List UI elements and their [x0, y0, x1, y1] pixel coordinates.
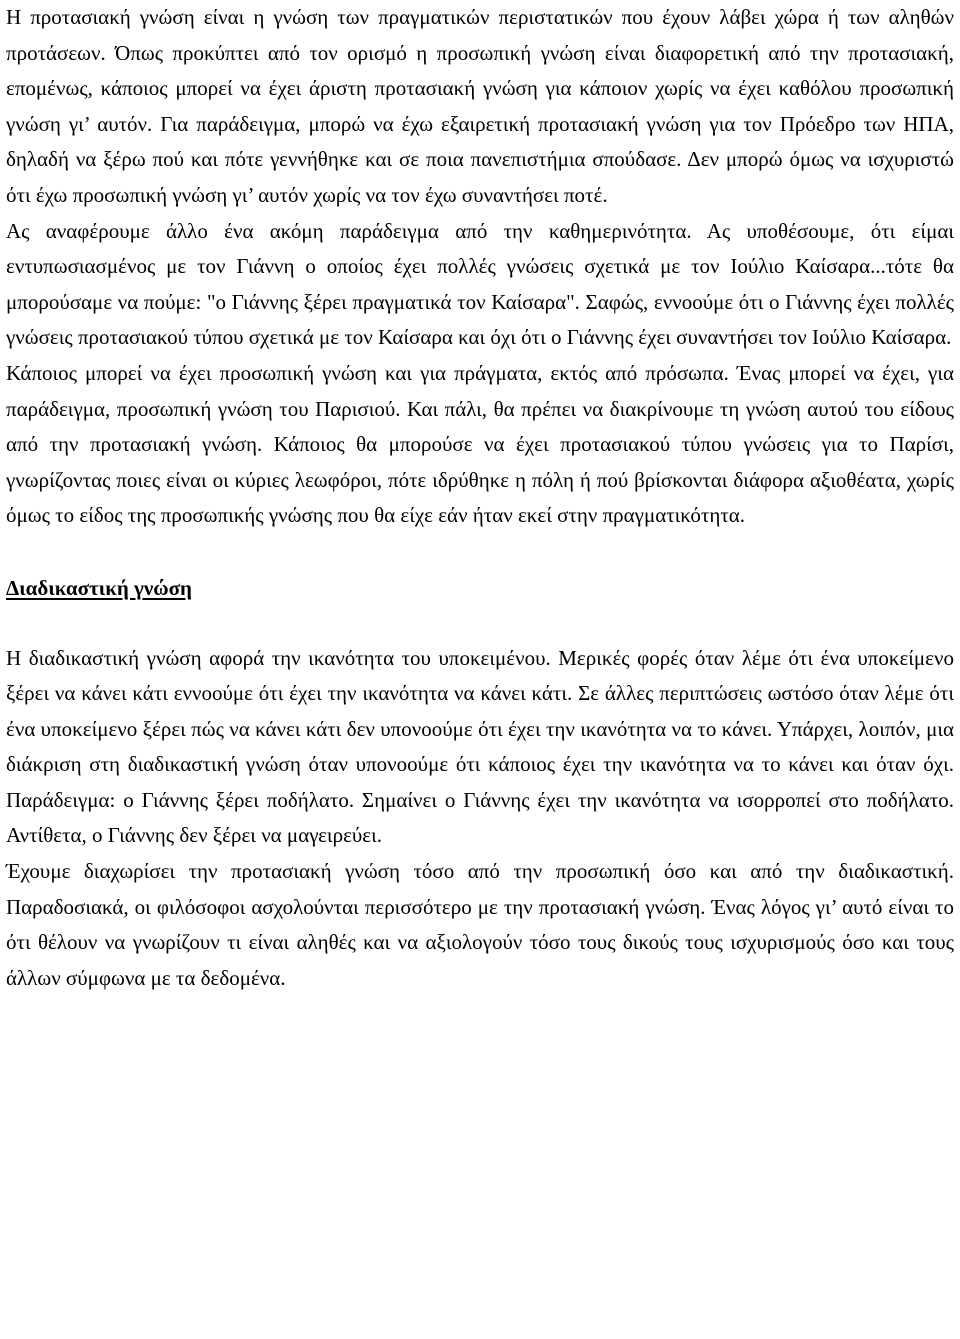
paragraph-caesar-example: Ας αναφέρουμε άλλο ένα ακόμη παράδειγμα από την καθημερινότητα. Ας υποθέσουμε, ότι είμαι εντυπωσιασμένος με τον Γιάννη ο οποίος έχει πολλές γνώσεις σχετικά με τον Ιούλιο Καίσαρα...τότε θα μπορούσαμε να πούμε: "ο Γιάννης ξέρει πραγματικά τον Καίσαρα". Σαφώς, εννοούμε ότι ο Γιάννης έχει πολλές γνώσεις προτασιακού τύπου σχετικά με τον Καίσαρα και όχι ότι ο Γιάννης έχει συναντήσει τον Ιούλιο Καίσαρα. — [6, 218, 954, 350]
paragraph-procedural-definition: Η διαδικαστική γνώση αφορά την ικανότητα του υποκειμένου. Μερικές φορές όταν λέμε ότι ένα υποκείμενο ξέρει να κάνει κάτι εννοούμε ότι έχει την ικανότητα να κάνει κάτι. Σε άλλες περιπτώσεις ωστόσο όταν λέμε ότι ένα υποκείμενο ξέρει πώς να κάνει κάτι δεν υπονοούμε ότι έχει την ικανότητα να το κάνει. Υπάρχει, λοιπόν, μια διάκριση στη διαδικαστική γνώση όταν υπονοούμε ότι κάποιος έχει την ικανότητα να το κάνει και όταν όχι. Παράδειγμα: ο Γιάννης ξέρει ποδήλατο. Σημαίνει ο Γιάννης έχει την ικανότητα να ισορροπεί στο ποδήλατο. Αντίθετα, ο Γιάννης δεν ξέρει να μαγειρεύει. — [6, 645, 954, 848]
section-spacer — [6, 534, 954, 571]
document-page — [6, 0, 954, 996]
paragraph-paris-example: Κάποιος μπορεί να έχει προσωπική γνώση και για πράγματα, εκτός από πρόσωπα. Ένας μπορεί να έχει, για παράδειγμα, προσωπική γνώση του Παρισιού. Και πάλι, θα πρέπει να διακρίνουμε τη γνώση αυτού του είδους από την προτασιακή γνώση. Κάποιος θα μπορούσε να έχει προτασιακού τύπου γνώσεις για το Παρίσι, γνωρίζοντας ποιες είναι οι κύριες λεωφόροι, πότε ιδρύθηκε η πόλη ή πού βρίσκονται διάφορα αξιοθέατα, χωρίς όμως το είδος της προσωπικής γνώσης που θα είχε εάν ήταν εκεί στην πραγματικότητα. — [6, 360, 954, 528]
heading-spacer — [6, 607, 954, 641]
paragraph-philosophers: Έχουμε διαχωρίσει την προτασιακή γνώση τόσο από την προσωπική όσο και από την διαδικαστική. Παραδοσιακά, οι φιλόσοφοι ασχολούνται περισσότερο με την προτασιακή γνώση. Ένας λόγος γι’ αυτό είναι το ότι θέλουν να γνωρίζουν τι είναι αληθές και να αξιολογούν τόσο τους δικούς τους ισχυρισμούς όσο και τους άλλων σύμφωνα με τα δεδομένα. — [6, 859, 954, 990]
section-heading-procedural-knowledge: Διαδικαστική γνώση — [6, 575, 192, 600]
paragraph-propositional-definition: Η προτασιακή γνώση είναι η γνώση των πραγματικών περιστατικών που έχουν λάβει χώρα ή των αληθών προτάσεων. Όπως προκύπτει από τον ορισμό η προσωπική γνώση είναι διαφορετική από την προτασιακή, επομένως, κάποιος μπορεί να έχει άριστη προτασιακή γνώση για κάποιον χωρίς να έχει καθόλου προσωπική γνώση γι’ αυτόν. Για παράδειγμα, μπορώ να έχω εξαιρετική προτασιακή γνώση για τον Πρόεδρο των ΗΠΑ, δηλαδή να ξέρω πού και πότε γεννήθηκε και σε ποια πανεπιστήμια σπούδασε. Δεν μπορώ όμως να ισχυριστώ ότι έχω προσωπική γνώση γι’ αυτόν χωρίς να τον έχω συναντήσει ποτέ. — [6, 5, 954, 207]
